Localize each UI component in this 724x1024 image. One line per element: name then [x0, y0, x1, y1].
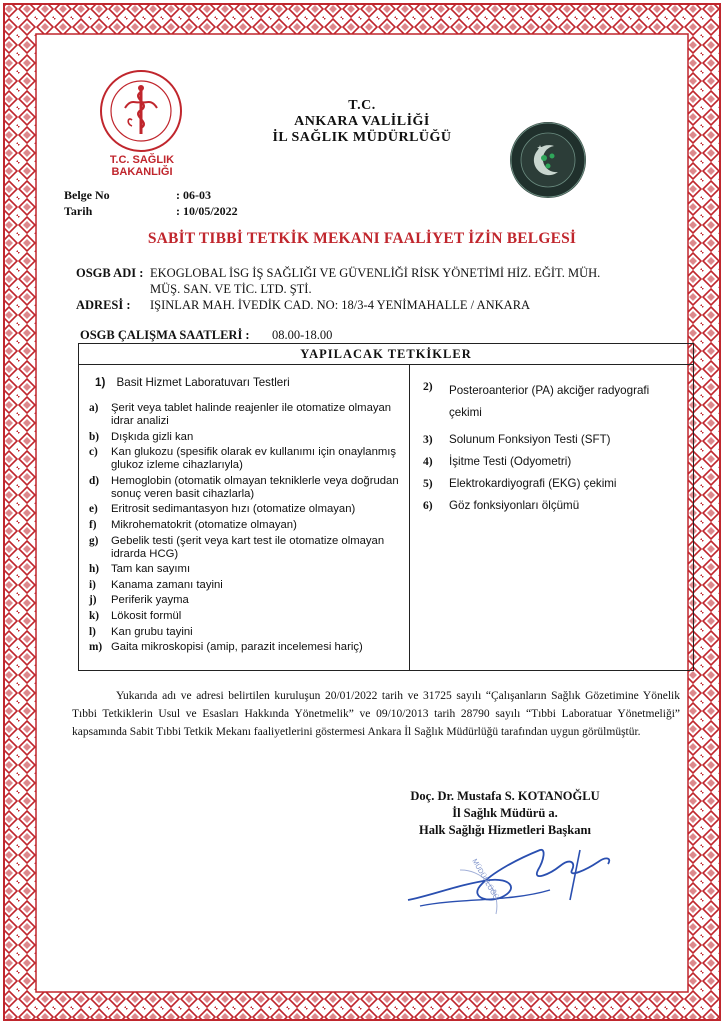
osgb-name-line-1: EKOGLOBAL İSG İŞ SAĞLIĞI VE GÜVENLİĞİ RİSK YÖNETİMİ HİZ. EĞİT. MÜH.: [150, 266, 601, 280]
address-label: ADRESİ :: [76, 298, 131, 312]
list-item: c) Kan glukozu (spesifik olarak ev kullanımı için onaylanmış glukoz izleme cihazlarıyla): [89, 446, 397, 472]
list-item: l) Kan grubu tayini: [89, 625, 193, 638]
header-line-2: ANKARA VALİLİĞİ: [294, 114, 430, 129]
signature-block: [370, 788, 640, 839]
ministry-logo-text: T.C. SAĞLIK BAKANLIĞI: [109, 154, 175, 178]
list-item: b) Dışkıda gizli kan: [89, 430, 194, 443]
left-column-title: [95, 376, 290, 389]
osgb-name-line-2: MÜŞ. SAN. VE TİC. LTD. ŞTİ.: [150, 282, 312, 296]
approval-paragraph: Yukarıda adı ve adresi belirtilen kuruluşun 20/01/2022 tarih ve 31725 sayılı “Çalışanların Sağlık Gözetimine Yönelik Tıbbi Tetkiklerin Usul ve Esasları Hakkında Yönetmelik” ve 09/10/2013 tarih 28790 sayılı “Tıbbi Laboratuar Yönetmeliği” kapsamında Sabit Tıbbi Tetkik Mekanı faaliyetlerini göstermesi Ankara İl Sağlık Müdürlüğü tarafından uygun görülmüştür.: [72, 690, 680, 738]
right-test-list: [423, 380, 683, 521]
header-block: [262, 98, 462, 146]
signatory-name: Doç. Dr. Mustafa S. KOTANOĞLU: [410, 789, 600, 803]
tarih-label: Tarih: [64, 204, 93, 218]
left-title-number: 1): [95, 376, 106, 389]
list-item: k) Lökosit formül: [89, 609, 182, 622]
list-item: d) Hemoglobin (otomatik olmayan tekniklerle veya doğrudan sonuç veren basit cihazlarla): [89, 474, 399, 500]
left-test-list: [89, 402, 405, 657]
signatory-title: İl Sağlık Müdürü a.: [452, 806, 558, 820]
tarih-value: : 10/05/2022: [176, 204, 238, 218]
list-item: 2) Posteroanterior (PA) akciğer radyografi çekimi: [423, 380, 650, 419]
list-item: 4) İşitme Testi (Odyometri): [423, 455, 572, 468]
hours-value: 08.00-18.00: [272, 328, 333, 342]
list-item: i) Kanama zamanı tayini: [89, 578, 223, 591]
list-item: 3) Solunum Fonksiyon Testi (SFT): [423, 433, 611, 446]
belge-label: Belge No: [64, 188, 110, 202]
handwritten-signature-icon: [400, 840, 630, 920]
list-item: f) Mikrohematokrit (otomatize olmayan): [89, 518, 297, 531]
address-value: IŞINLAR MAH. İVEDİK CAD. NO: 18/3-4 YENİMAHALLE / ANKARA: [150, 298, 531, 312]
tests-table-heading: YAPILACAK TETKİKLER: [79, 344, 693, 365]
list-item: 5) Elektrokardiyografi (EKG) çekimi: [423, 477, 617, 490]
header-line-1: T.C.: [348, 98, 376, 113]
ministry-logo-icon: [98, 68, 184, 154]
stamp-text: MÜDÜRLÜĞÜ: [470, 858, 500, 901]
left-title-text: Basit Hizmet Laboratuvarı Testleri: [116, 376, 290, 389]
signatory-department: Halk Sağlığı Hizmetleri Başkanı: [419, 823, 591, 837]
osgb-name-label: OSGB ADI :: [76, 266, 144, 280]
list-item: 6) Göz fonksiyonları ölçümü: [423, 499, 580, 512]
table-divider: [409, 364, 410, 670]
list-item: h) Tam kan sayımı: [89, 563, 191, 576]
belge-value: : 06-03: [176, 188, 211, 202]
list-item: e) Eritrosit sedimantasyon hızı (otomatize olmayan): [89, 503, 356, 516]
header-line-3: İL SAĞLIK MÜDÜRLÜĞÜ: [272, 130, 452, 145]
tests-table: [78, 343, 694, 671]
list-item: j) Periferik yayma: [89, 594, 189, 607]
list-item: g) Gebelik testi (şerit veya kart test ile otomatize olmayan idrarda HCG): [89, 534, 385, 560]
directorate-seal-icon: [508, 120, 588, 200]
hours-label: OSGB ÇALIŞMA SAATLERİ :: [80, 328, 250, 342]
document-title: SABİT TIBBİ TETKİK MEKANI FAALİYET İZİN BELGESİ: [147, 230, 577, 247]
list-item: a) Şerit veya tablet halinde reajenler ile otomatize olmayan idrar analizi: [89, 402, 392, 427]
list-item: m) Gaita mikroskopisi (amip, parazit incelemesi hariç): [89, 641, 363, 654]
